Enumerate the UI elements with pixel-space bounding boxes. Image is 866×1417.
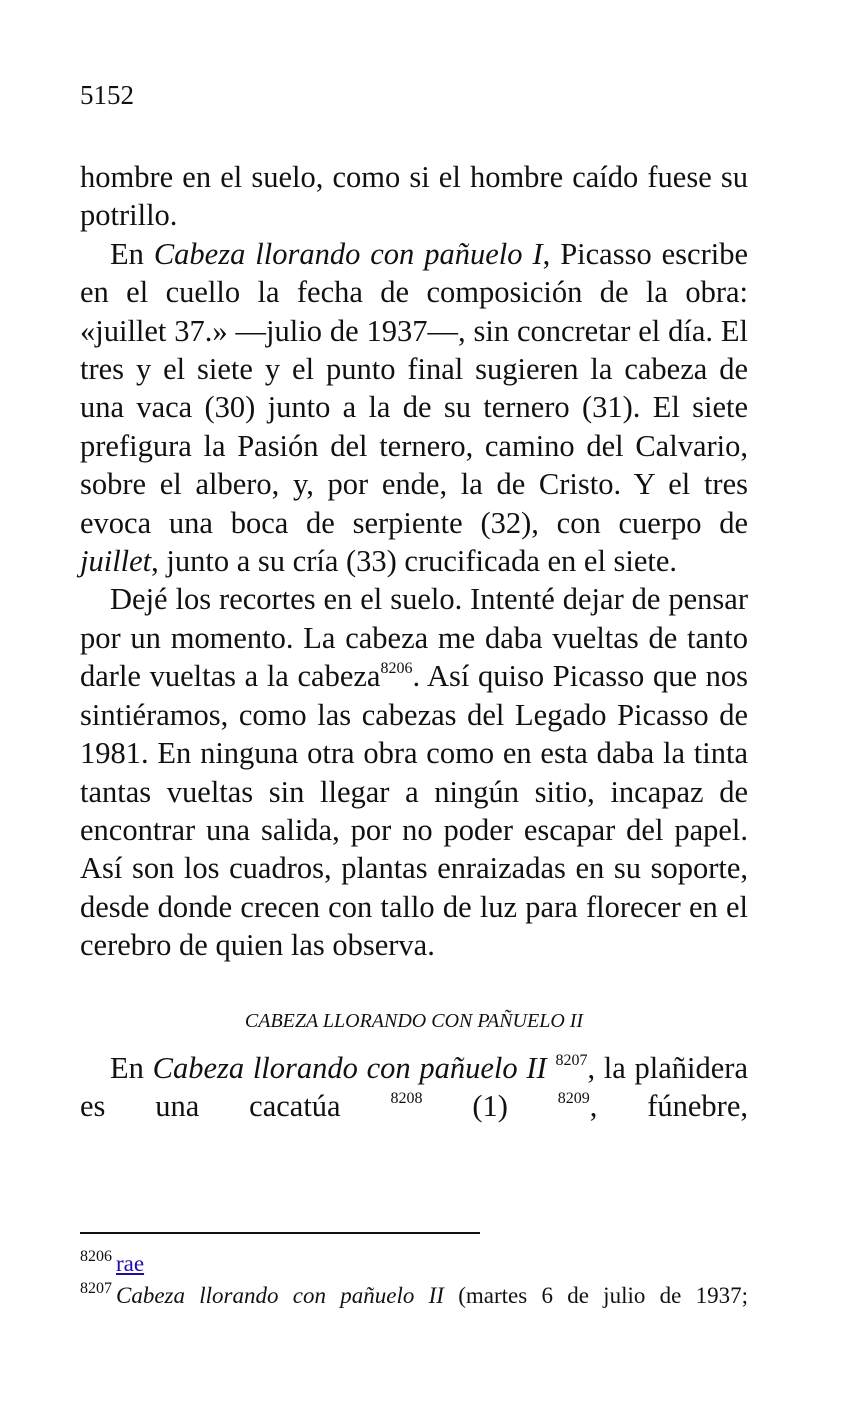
artwork-title-i: Cabeza llorando con pañuelo I: [153, 236, 543, 271]
paragraph-3: [80, 580, 748, 964]
paragraph-4: [80, 1049, 748, 1126]
paragraph-2: [80, 235, 748, 581]
footnote-ref-8208[interactable]: 8208: [390, 1089, 423, 1107]
footnote-ref-8207[interactable]: 8207: [555, 1051, 588, 1069]
artwork-title-ii: Cabeza llorando con pañuelo II: [152, 1050, 547, 1085]
paragraph-2-text-e: , junto a su cría (33) crucificada en el siete.: [151, 544, 678, 579]
footnote-8206: [80, 1248, 748, 1280]
paragraph-2-text-a: En: [110, 236, 154, 271]
footnote-divider: [80, 1232, 480, 1234]
paragraph-4-text-a: En: [110, 1050, 153, 1085]
paragraph-4-text-d: (1): [422, 1088, 558, 1123]
section-heading: CABEZA LLORANDO CON PAÑUELO II: [244, 1009, 584, 1032]
footnote-number: 8206: [80, 1248, 112, 1265]
footnote-link-rae[interactable]: rae: [116, 1251, 145, 1276]
footnote-ref-8209[interactable]: 8209: [557, 1089, 590, 1107]
paragraph-3-text-b: . Así quiso Picasso que nos sintiéramos, como las cabezas del Legado Picasso de 1981. En ninguna otra obra como en esta daba la tinta tantas vueltas sin llegar a ningún sitio, incapaz de encontrar una salida, por no poder escapar del papel. Así son los cuadros, plantas enraizadas en su soporte, desde donde crecen con tallo de luz para florecer en el cerebro de quien las observa.: [80, 659, 748, 963]
juillet-italic: juillet: [80, 544, 152, 579]
footnote-ref-8206[interactable]: 8206: [380, 660, 413, 678]
paragraph-1: [80, 158, 748, 235]
footnote-8207: [80, 1280, 748, 1312]
footnote-text: (martes 6 de julio de 1937;: [443, 1283, 748, 1308]
paragraph-1-text: hombre en el suelo, como si el hombre caído fuese su potrillo.: [80, 160, 748, 233]
paragraph-4-text-c: , la plañidera es una cacatúa: [80, 1050, 748, 1123]
body-text: [80, 158, 748, 1125]
paragraph-2-text-c: , Picasso escribe en el cuello la fecha de composición de la obra: «juillet 37.» —julio de 1937—, sin concretar el día. El tres y el siete y el punto final sugieren la cabeza de una vaca (30) junto a la de su ternero (31). El siete prefigura la Pasión del ternero, camino del Calvario, sobre el albero, y, por ende, la de Cristo. Y el tres evoca una boca de serpiente (32), con cuerpo de: [80, 236, 748, 540]
footnotes: [80, 1248, 748, 1312]
page-number: 5152: [80, 80, 134, 110]
paragraph-3-text-a: Dejé los recortes en el suelo. Intenté dejar de pensar por un momento. La cabeza me daba vueltas de tanto darle vueltas a la cabeza: [80, 582, 748, 694]
footnote-number: 8207: [80, 1280, 112, 1297]
paragraph-4-text-e: , fúnebre,: [589, 1088, 749, 1123]
footnote-title: Cabeza llorando con pañuelo II: [116, 1283, 444, 1308]
